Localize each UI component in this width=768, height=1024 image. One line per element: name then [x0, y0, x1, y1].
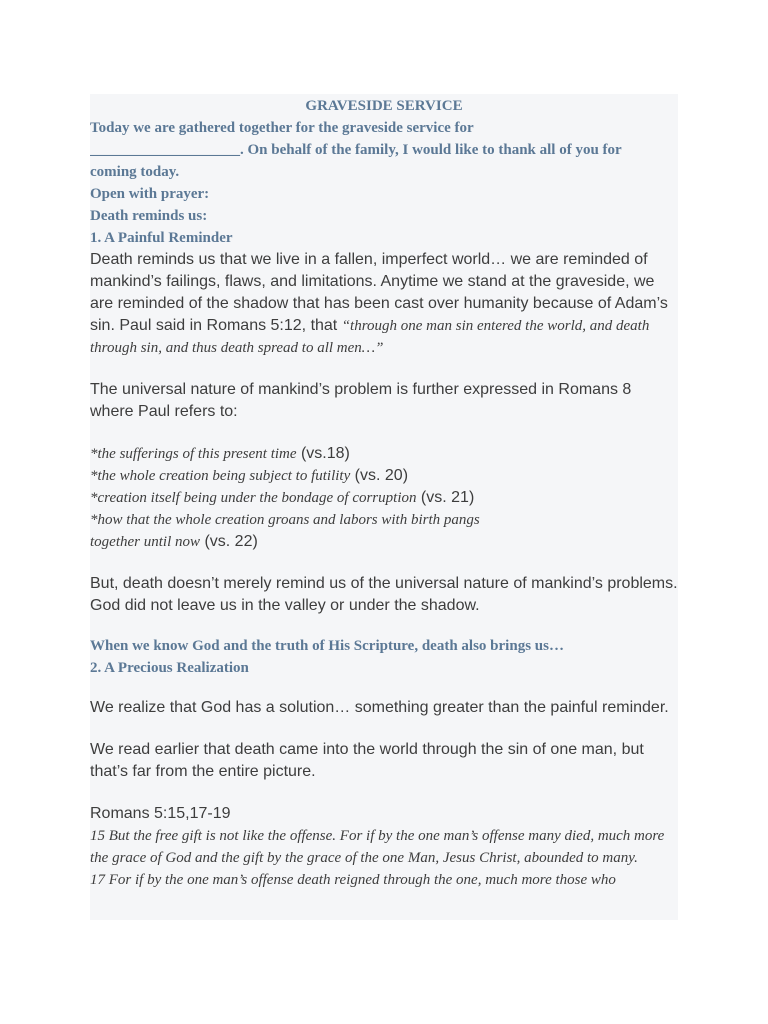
document-body [90, 94, 678, 920]
scripture-reference: Romans 5:15,17-19 [90, 805, 231, 822]
list-item-4-line-1: *how that the whole creation groans and labors with birth pangs [90, 512, 480, 528]
intro-line-1: Today we are gathered together for the graveside service for [90, 120, 474, 136]
intro-line-2: ____________________. On behalf of the family, I would like to thank all of you for [90, 142, 622, 158]
list-item-ref: (vs. 21) [416, 489, 475, 506]
romans-8-list-item [90, 443, 678, 465]
heading-precious-realization: 2. A Precious Realization [90, 660, 249, 676]
paragraph-fallen-world-text: Death reminds us that we live in a fallen, imperfect world… we are reminded of mankind’s failings, flaws, and limitations. Anytime we stand at the graveside, we are reminded of the shadow that has been cast over humanity because of Adam’s sin. Paul said in Romans 5:12, that [90, 251, 668, 334]
list-item-4-line-2: together until now [90, 534, 200, 550]
list-item-text: *creation itself being under the bondage of corruption [90, 490, 417, 506]
paragraph-not-left-in-valley: But, death doesn’t merely remind us of the universal nature of mankind’s problems. God did not leave us in the valley or under the shadow. [90, 575, 678, 614]
paragraph-universal-nature: The universal nature of mankind’s problem is further expressed in Romans 8 where Paul refers to: [90, 381, 632, 420]
list-item-text: *the whole creation being subject to futility [90, 468, 351, 484]
verse-17: 17 For if by the one man’s offense death reigned through the one, much more those who [90, 872, 616, 888]
list-item-ref: (vs.18) [296, 445, 350, 462]
list-item-ref: (vs. 22) [200, 533, 258, 550]
romans-8-list-item [90, 531, 678, 553]
romans-8-list-item [90, 465, 678, 487]
heading-painful-reminder: 1. A Painful Reminder [90, 230, 233, 246]
romans-8-list-item [90, 487, 678, 509]
list-item-text: *the sufferings of this present time [90, 446, 297, 462]
romans-5-12-quote: “through one man sin entered the world, and death through sin, and thus death spread to all men…” [90, 318, 650, 356]
paragraph-fallen-world [90, 249, 678, 359]
open-with-prayer: Open with prayer: [90, 186, 210, 202]
verse-15: 15 But the free gift is not like the offense. For if by the one man’s offense many died, much more the grace of God and the gift by the grace of the one Man, Jesus Christ, abounded to many. [90, 828, 665, 866]
paragraph-god-has-solution: We realize that God has a solution… something greater than the painful reminder. [90, 699, 669, 716]
death-reminds-us: Death reminds us: [90, 208, 208, 224]
paragraph-entire-picture: We read earlier that death came into the world through the sin of one man, but that’s far from the entire picture. [90, 741, 644, 780]
list-item-ref: (vs. 20) [350, 467, 409, 484]
document-title: GRAVESIDE SERVICE [305, 98, 463, 114]
transition-line: When we know God and the truth of His Scripture, death also brings us… [90, 638, 564, 654]
intro-line-3: coming today. [90, 164, 180, 180]
